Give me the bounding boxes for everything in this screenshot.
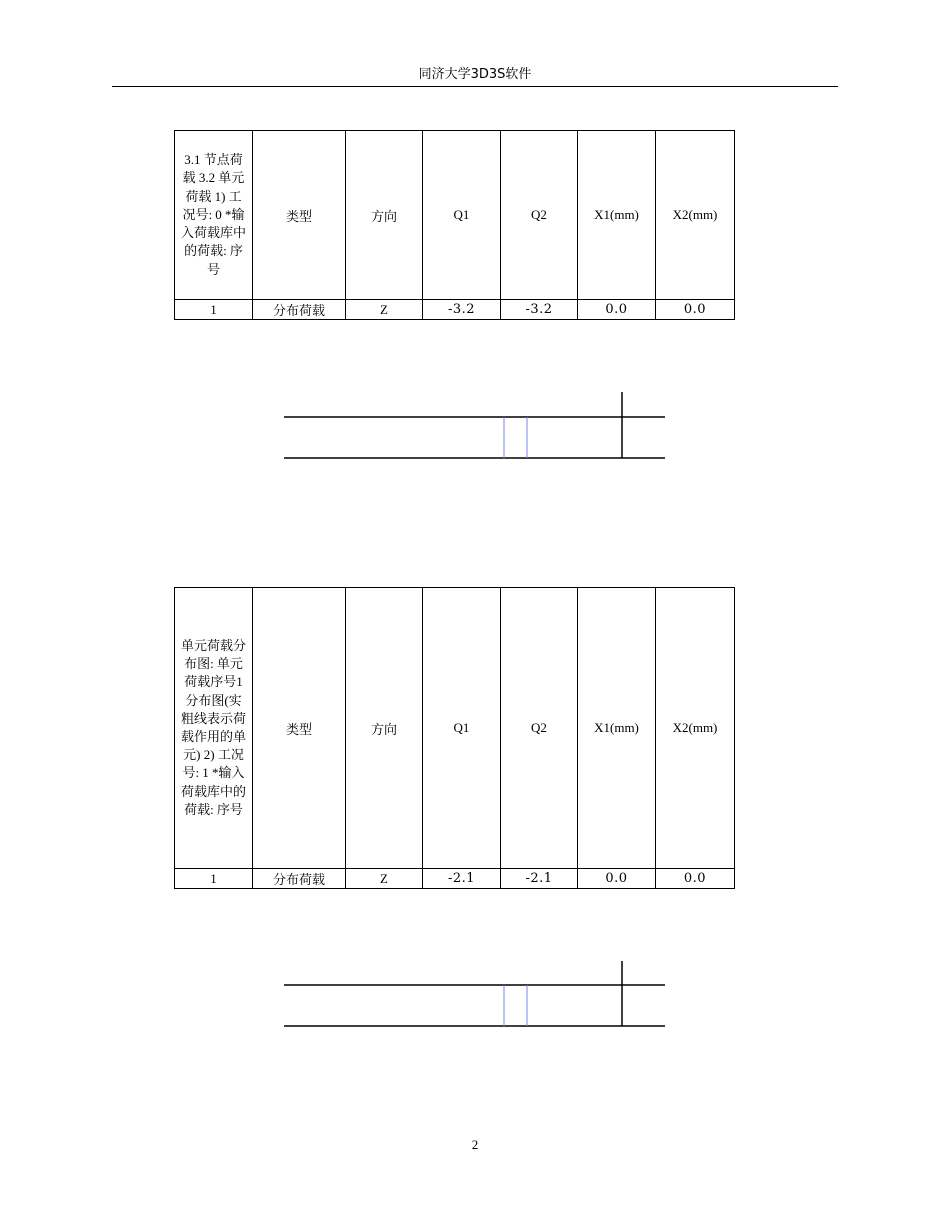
section-description: 单元荷载分布图: 单元荷载序号1分布图(实粗线表示荷载作用的单元) 2) 工况号: 1 *输入荷载库中的荷载: 序号 xyxy=(175,588,253,869)
row-x1: 0.0 xyxy=(578,300,656,320)
column-header-q2: Q2 xyxy=(501,588,578,869)
page-number: 2 xyxy=(471,1137,479,1152)
row-index: 1 xyxy=(175,869,253,889)
column-header-direction: 方向 xyxy=(346,131,423,300)
column-header-q2: Q2 xyxy=(501,131,578,300)
row-type: 分布荷载 xyxy=(253,300,346,320)
column-header-x1: X1(mm) xyxy=(578,588,656,869)
column-header-type: 类型 xyxy=(253,588,346,869)
row-direction: Z xyxy=(346,869,423,889)
row-direction: Z xyxy=(346,300,423,320)
row-type: 分布荷载 xyxy=(253,869,346,889)
column-header-q1: Q1 xyxy=(423,588,501,869)
row-q1: -2.1 xyxy=(423,869,501,889)
row-q2: -2.1 xyxy=(501,869,578,889)
column-header-x2: X2(mm) xyxy=(656,588,735,869)
row-x2: 0.0 xyxy=(656,300,735,320)
column-header-x1: X1(mm) xyxy=(578,131,656,300)
row-q1: -3.2 xyxy=(423,300,501,320)
section-description: 3.1 节点荷载 3.2 单元荷载 1) 工况号: 0 *输入荷载库中的荷载: 序号 xyxy=(175,131,253,300)
row-index: 1 xyxy=(175,300,253,320)
column-header-x2: X2(mm) xyxy=(656,131,735,300)
column-header-q1: Q1 xyxy=(423,131,501,300)
row-x2: 0.0 xyxy=(656,869,735,889)
page-header-title: 同济大学3D3S软件 xyxy=(418,67,532,82)
column-header-direction: 方向 xyxy=(346,588,423,869)
column-header-type: 类型 xyxy=(253,131,346,300)
row-x1: 0.0 xyxy=(578,869,656,889)
row-q2: -3.2 xyxy=(501,300,578,320)
